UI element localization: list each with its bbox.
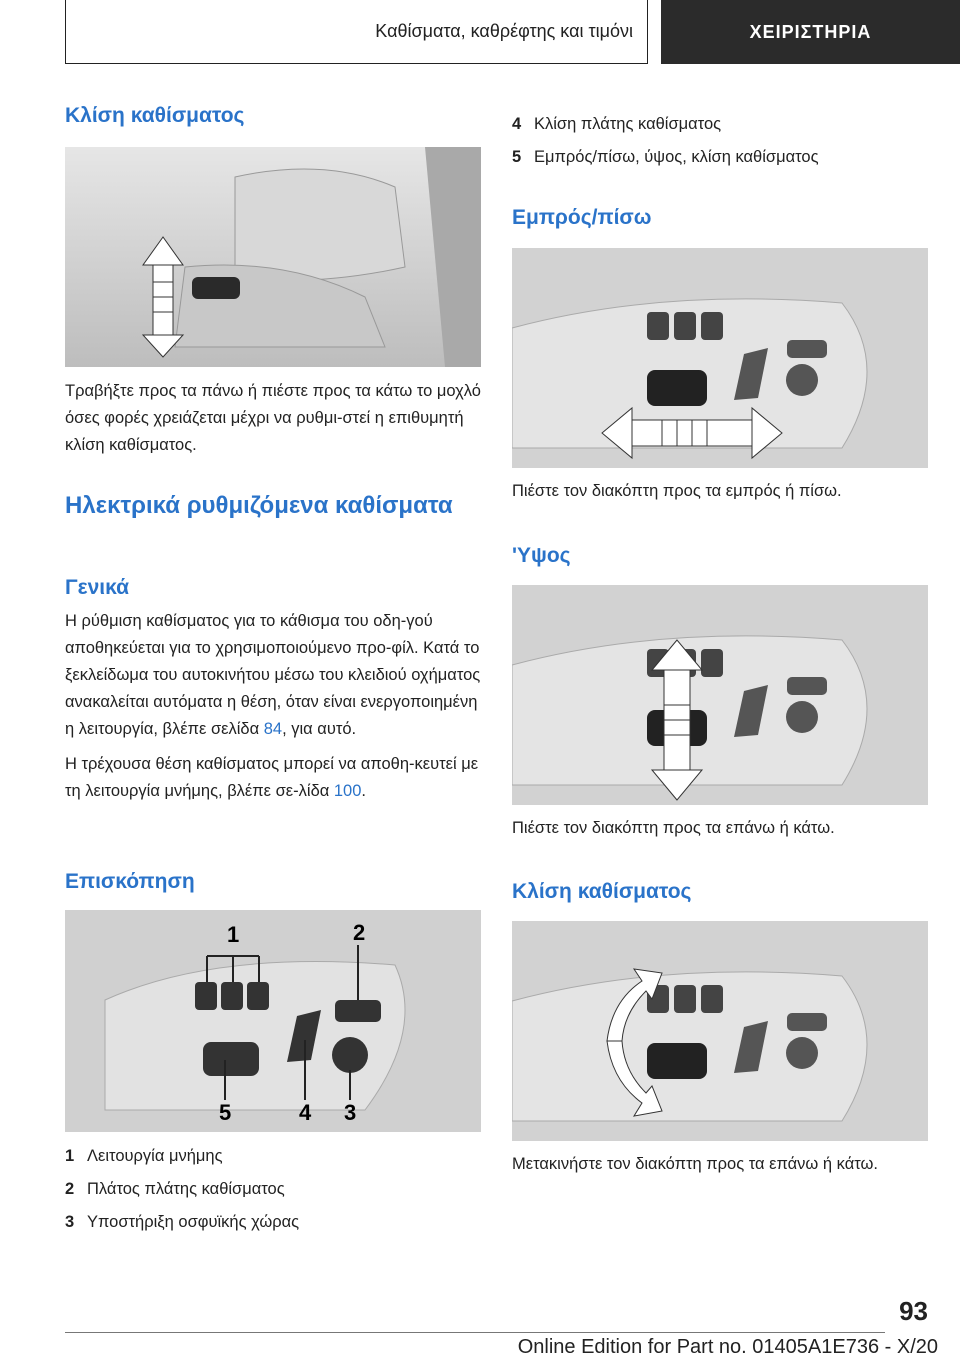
forward-back-description: Πιέστε τον διακόπτη προς τα εμπρός ή πίσω. — [512, 482, 842, 500]
footer-divider — [65, 1332, 885, 1333]
page-link-84[interactable]: 84 — [263, 720, 283, 738]
seat-tilt-description: Μετακινήστε τον διακόπτη προς τα επάνω ή κάτω. — [512, 1155, 878, 1173]
general-paragraph-1: Η ρύθμιση καθίσματος για το κάθισμα του οδη-γού αποθηκεύεται για το χρησιμοποιούμενο προ-φίλ. Κατά το ξεκλείδωμα του αυτοκινήτου μέσω του κλειδιού οχήματος ανακαλείται αυτόματα η θέση, όταν είναι ενεργοποιημένη η λειτουργία, βλέπε σελίδα 84, για αυτό. — [65, 612, 481, 738]
callout-3: 3 — [344, 1100, 357, 1125]
callout-5: 5 — [219, 1100, 232, 1125]
forward-back-heading: Εμπρός/πίσω — [512, 206, 652, 229]
electric-seats-heading: Ηλεκτρικά ρυθμιζόμενα καθίσματα — [65, 492, 453, 519]
seat-tilt-image — [512, 921, 928, 1141]
page-number: 93 — [899, 1296, 928, 1326]
seat-lever-image — [65, 147, 481, 367]
header-section: Καθίσματα, καθρέφτης και τιμόνι — [65, 0, 648, 64]
callout-4: 4 — [299, 1100, 312, 1125]
legend-item: 4 Κλίση πλάτης καθίσματος — [512, 115, 722, 133]
height-description: Πιέστε τον διακόπτη προς τα επάνω ή κάτω. — [512, 819, 835, 837]
legend-item: 5 Εμπρός/πίσω, ύψος, κλίση καθίσματος — [512, 148, 819, 166]
legend-item: 2 Πλάτος πλάτης καθίσματος — [65, 1180, 285, 1198]
tilt-description: Τραβήξτε προς τα πάνω ή πιέστε προς τα κάτω το μοχλό όσες φορές χρειάζεται μέχρι να ρυθμι-στεί η επιθυμητή κλίση καθίσματος. — [65, 382, 481, 454]
legend-right — [512, 108, 928, 174]
seat-tilt-heading: Κλίση καθίσματος — [512, 880, 692, 903]
tilt-heading: Κλίση καθίσματος — [65, 104, 245, 127]
callout-2: 2 — [353, 920, 366, 945]
general-paragraph-2: Η τρέχουσα θέση καθίσματος μπορεί να αποθη-κευτεί με τη λειτουργία μνήμης, βλέπε σε-λίδα 100. — [65, 755, 479, 800]
general-heading: Γενικά — [65, 576, 130, 599]
height-image — [512, 585, 928, 805]
header-chapter: ΧΕΙΡΙΣΤΗΡΙΑ — [661, 0, 960, 64]
overview-heading: Επισκόπηση — [65, 870, 195, 893]
legend-item: 1 Λειτουργία μνήμης — [65, 1147, 223, 1165]
callout-1: 1 — [227, 922, 240, 947]
legend-left — [65, 1140, 481, 1239]
edition-text: Online Edition for Part no. 01405A1E736 - X/20 — [517, 1336, 938, 1358]
forward-back-image — [512, 248, 928, 468]
page-link-100[interactable]: 100 — [333, 782, 362, 800]
legend-item: 3 Υποστήριξη οσφυϊκής χώρας — [65, 1213, 300, 1231]
height-heading: 'Υψος — [512, 544, 571, 567]
seat-controls-overview-image — [65, 910, 481, 1132]
